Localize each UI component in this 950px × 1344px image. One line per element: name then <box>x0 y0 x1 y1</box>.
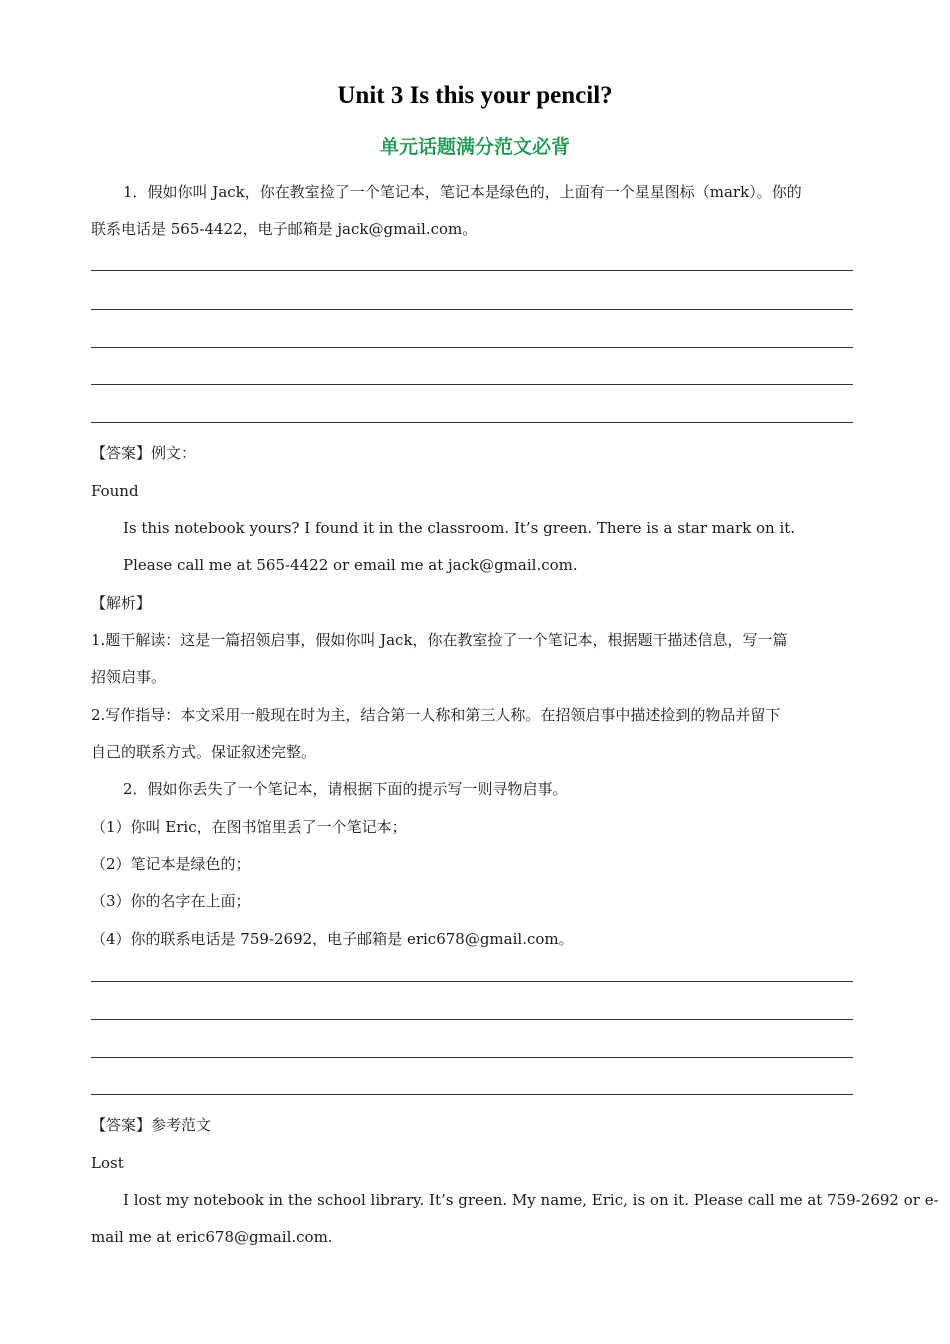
q1-analysis-2-line-1: 2.写作指导：本文采用一般现在时为主，结合第一人称和第三人称。在招领启事中描述捡到的物品并留下 <box>91 706 781 724</box>
q1-prompt-line-1: 1．假如你叫 Jack，你在教室捡了一个笔记本，笔记本是绿色的，上面有一个星星图标（mark）。你的 <box>123 183 802 201</box>
q1-prompt-line-2: 联系电话是 565-4422，电子邮箱是 jack@gmail.com。 <box>91 220 478 238</box>
answer-blank-line <box>91 1019 853 1020</box>
q1-answer-line-2: Please call me at 565-4422 or email me at jack@gmail.com. <box>123 556 578 574</box>
q2-answer-line-1: I lost my notebook in the school library. It’s green. My name, Eric, is on it. Please call me at 759-2692 or e- <box>123 1191 939 1209</box>
q2-answer-line-2: mail me at eric678@gmail.com. <box>91 1228 333 1246</box>
q2-hint: （4）你的联系电话是 759-2692，电子邮箱是 eric678@gmail.com。 <box>91 930 574 948</box>
q2-hint: （2）笔记本是绿色的； <box>91 855 251 873</box>
document-title: Unit 3 Is this your pencil? <box>337 82 613 109</box>
q1-answer-label: 【答案】例文： <box>91 444 197 462</box>
answer-blank-line <box>91 384 853 385</box>
q2-answer-title: Lost <box>91 1154 124 1172</box>
answer-blank-line <box>91 347 853 348</box>
q2-hint: （3）你的名字在上面； <box>91 892 251 910</box>
answer-blank-line <box>91 1094 853 1095</box>
answer-blank-line <box>91 270 853 271</box>
q2-hint: （1）你叫 Eric，在图书馆里丢了一个笔记本； <box>91 818 407 836</box>
answer-blank-line <box>91 422 853 423</box>
answer-blank-line <box>91 981 853 982</box>
q1-analysis-2-line-2: 自己的联系方式。保证叙述完整。 <box>91 743 317 761</box>
q1-analysis-label: 【解析】 <box>91 594 152 612</box>
answer-blank-line <box>91 1057 853 1058</box>
answer-blank-line <box>91 309 853 310</box>
q2-answer-label: 【答案】参考范文 <box>91 1116 212 1134</box>
q2-prompt: 2．假如你丢失了一个笔记本，请根据下面的提示写一则寻物启事。 <box>123 780 568 798</box>
q1-answer-title: Found <box>91 482 139 500</box>
document-subtitle: 单元话题满分范文必背 <box>379 136 570 158</box>
q1-answer-line-1: Is this notebook yours? I found it in the classroom. It’s green. There is a star mark on it. <box>123 519 796 537</box>
q1-analysis-1-line-1: 1.题干解读：这是一篇招领启事，假如你叫 Jack，你在教室捡了一个笔记本，根据题干描述信息，写一篇 <box>91 631 788 649</box>
q1-analysis-1-line-2: 招领启事。 <box>91 668 167 686</box>
